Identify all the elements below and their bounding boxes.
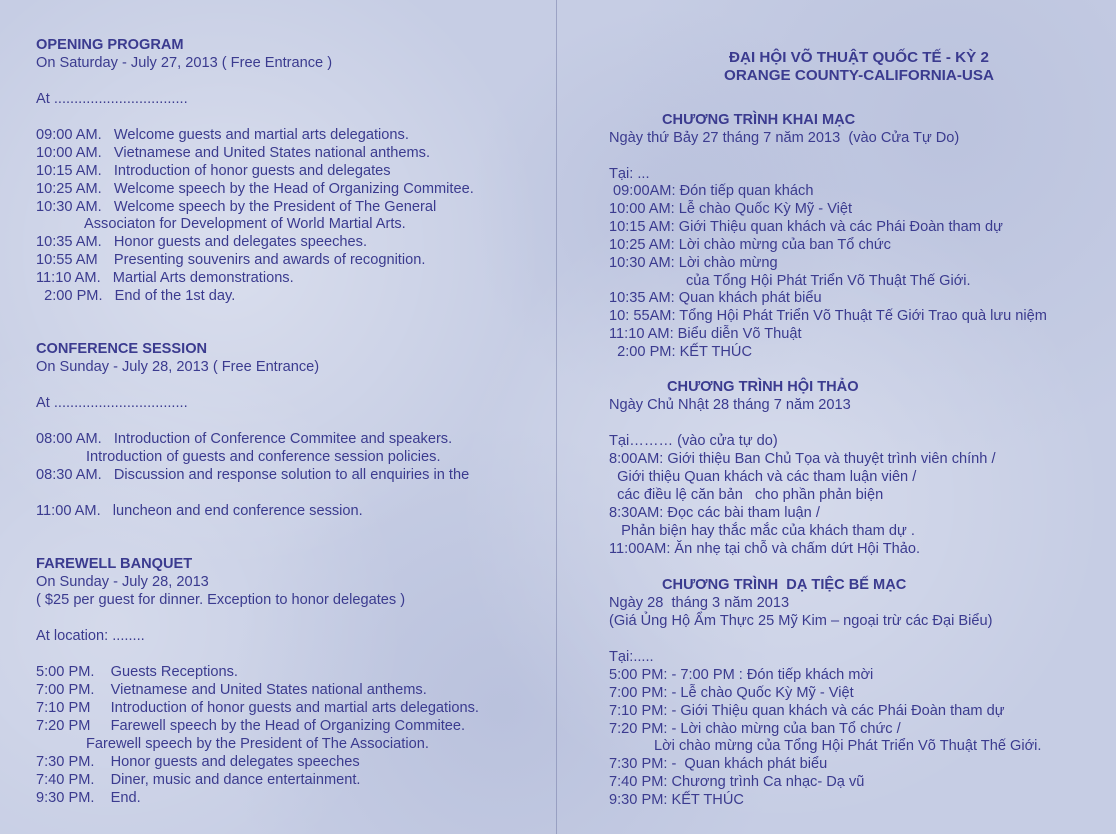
schedule-item: 11:00 AM. luncheon and end conference session. [36,503,363,519]
schedule-item-vi: 7:40 PM: Chương trình Ca nhạc- Dạ vũ [609,774,865,790]
schedule-item: 7:40 PM. Diner, music and dance entertainment. [36,772,361,788]
schedule-item: 10:30 AM. Welcome speech by the President of The General [36,199,437,215]
schedule-item-vi: 7:10 PM: - Giới Thiệu quan khách và các Phái Đoàn tham dự [609,703,1005,719]
schedule-item-vi: 10:30 AM: Lời chào mừng [609,255,778,271]
vietnamese-program-panel [609,0,1109,834]
center-fold [556,0,557,834]
schedule-item: 10:35 AM. Honor guests and delegates speeches. [36,234,368,250]
conference-session-location: At ................................. [36,395,188,411]
schedule-item-vi: 10: 55AM: Tổng Hội Phát Triển Võ Thuật Tế Giới Trao quà lưu niệm [609,308,1047,324]
schedule-item: 10:25 AM. Welcome speech by the Head of Organizing Commitee. [36,181,474,197]
opening-program-heading: OPENING PROGRAM [36,37,184,53]
schedule-item-vi: 2:00 PM: KẾT THÚC [609,344,753,360]
opening-program-heading-vi: CHƯƠNG TRÌNH KHAI MẠC [662,112,856,128]
schedule-item-vi-continuation: của Tổng Hội Phát Triển Võ Thuật Thế Giới. [686,273,971,289]
schedule-item-vi: 7:30 PM: - Quan khách phát biểu [609,756,828,772]
schedule-item: 10:15 AM. Introduction of honor guests and delegates [36,163,391,179]
schedule-item-vi: 8:30AM: Đọc các bài tham luận / [609,505,820,521]
schedule-item-vi: 10:35 AM: Quan khách phát biểu [609,290,822,306]
schedule-item: 10:55 AM Presenting souvenirs and awards of recognition. [36,252,426,268]
schedule-item-vi: 11:10 AM: Biểu diễn Võ Thuật [609,326,802,342]
schedule-item: 7:10 PM Introduction of honor guests and martial arts delegations. [36,700,479,716]
conference-session-date: On Sunday - July 28, 2013 ( Free Entrance) [36,359,320,375]
banquet-date-vi: Ngày 28 tháng 3 năm 2013 [609,595,790,611]
schedule-item: 5:00 PM. Guests Receptions. [36,664,238,680]
conference-date-vi: Ngày Chủ Nhật 28 tháng 7 năm 2013 [609,397,851,413]
schedule-item-vi-continuation: Lời chào mừng của Tổng Hội Phát Triển Võ Thuật Thế Giới. [654,738,1042,754]
banquet-price-vi: (Giá Ủng Hộ Ẩm Thực 25 Mỹ Kim – ngoại trừ các Đại Biểu) [609,613,993,629]
conference-heading-vi: CHƯƠNG TRÌNH HỘI THẢO [667,379,859,395]
schedule-item-vi: 10:25 AM: Lời chào mừng của ban Tổ chức [609,237,891,253]
conference-location-vi: Tại……… (vào cửa tự do) [609,433,778,449]
schedule-item: 9:30 PM. End. [36,790,141,806]
schedule-item-vi: 7:20 PM: - Lời chào mừng của ban Tổ chức / [609,721,901,737]
schedule-item: 2:00 PM. End of the 1st day. [36,288,236,304]
schedule-item: 10:00 AM. Vietnamese and United States national anthems. [36,145,431,161]
schedule-item-vi: 7:00 PM: - Lễ chào Quốc Kỳ Mỹ - Việt [609,685,854,701]
schedule-item: 7:30 PM. Honor guests and delegates speeches [36,754,360,770]
schedule-item-vi: 5:00 PM: - 7:00 PM : Đón tiếp khách mời [609,667,874,683]
opening-program-date-vi: Ngày thứ Bảy 27 tháng 7 năm 2013 (vào Cửa Tự Do) [609,130,960,146]
farewell-banquet-date: On Sunday - July 28, 2013 [36,574,209,590]
schedule-item-vi: các điều lệ căn bản cho phần phản biện [609,487,884,503]
opening-program-location: At ................................. [36,91,188,107]
english-program-panel [36,0,546,834]
event-title: ĐẠI HỘI VÕ THUẬT QUỐC TẾ - KỲ 2 [729,49,989,66]
schedule-item-vi: 09:00AM: Đón tiếp quan khách [609,183,814,199]
schedule-item-vi: 10:00 AM: Lễ chào Quốc Kỳ Mỹ - Việt [609,201,853,217]
farewell-banquet-price: ( $25 per guest for dinner. Exception to honor delegates ) [36,592,406,608]
schedule-item-vi: 9:30 PM: KẾT THÚC [609,792,744,808]
schedule-item-vi: Giới thiệu Quan khách và các tham luận viên / [609,469,917,485]
schedule-item: 08:30 AM. Discussion and response solution to all enquiries in the [36,467,470,483]
opening-program-date: On Saturday - July 27, 2013 ( Free Entrance ) [36,55,333,71]
schedule-item-vi: 11:00AM: Ăn nhẹ tại chỗ và chấm dứt Hội Thảo. [609,541,921,557]
schedule-item-continuation: Associaton for Development of World Martial Arts. [84,216,406,232]
farewell-banquet-location: At location: ........ [36,628,145,644]
farewell-banquet-heading: FAREWELL BANQUET [36,556,193,572]
banquet-heading-vi: CHƯƠNG TRÌNH DẠ TIỆC BẾ MẠC [662,577,907,593]
schedule-item: 09:00 AM. Welcome guests and martial arts delegations. [36,127,409,143]
event-location-title: ORANGE COUNTY-CALIFORNIA-USA [724,67,994,84]
schedule-item: 7:20 PM Farewell speech by the Head of Organizing Commitee. [36,718,466,734]
opening-program-location-vi: Tại: ... [609,166,650,182]
schedule-item-continuation: Farewell speech by the President of The Association. [86,736,429,752]
banquet-location-vi: Tại:..... [609,649,654,665]
schedule-item: 11:10 AM. Martial Arts demonstrations. [36,270,294,286]
schedule-item-continuation: Introduction of guests and conference session policies. [86,449,441,465]
schedule-item: 08:00 AM. Introduction of Conference Commitee and speakers. [36,431,453,447]
schedule-item-vi: Phản biện hay thắc mắc của khách tham dự . [609,523,915,539]
schedule-item-vi: 10:15 AM: Giới Thiệu quan khách và các Phái Đoàn tham dự [609,219,1003,235]
schedule-item: 7:00 PM. Vietnamese and United States national anthems. [36,682,427,698]
conference-session-heading: CONFERENCE SESSION [36,341,208,357]
schedule-item-vi: 8:00AM: Giới thiệu Ban Chủ Tọa và thuyệt trình viên chính / [609,451,996,467]
